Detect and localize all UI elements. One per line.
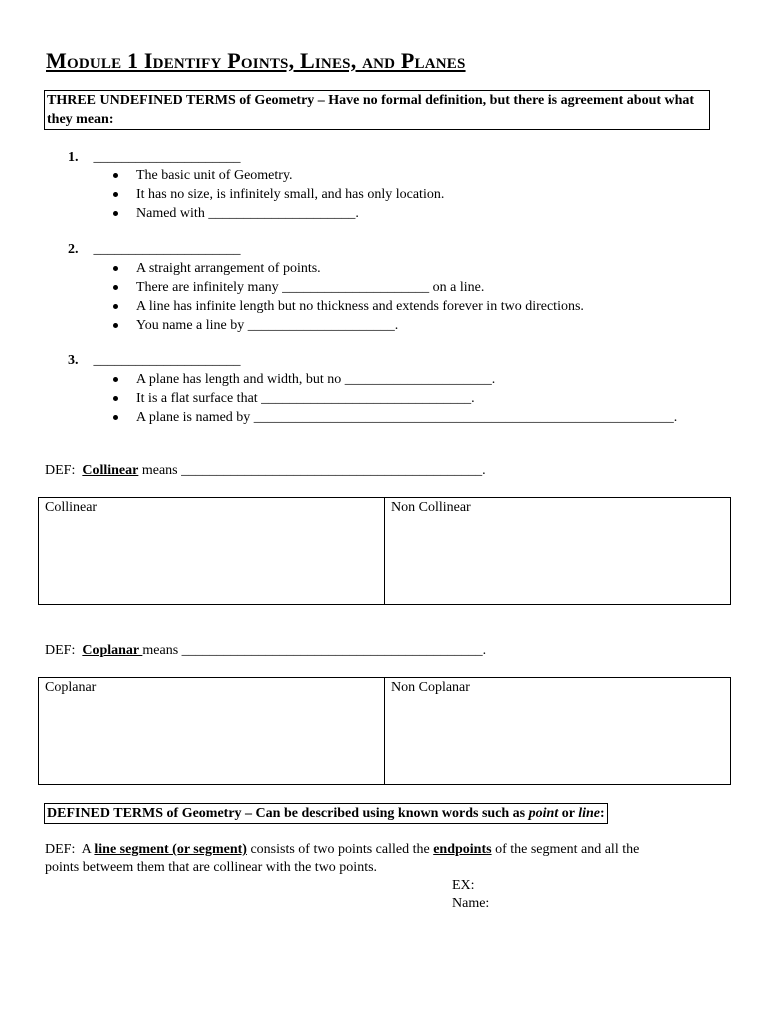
segment-def-line1 [45, 840, 639, 859]
defined-terms-header-text: DEFINED TERMS of Geometry – Can be described using known words such as [47, 806, 529, 821]
item-2-number: 2. [68, 242, 79, 257]
undefined-terms-header-text: THREE UNDEFINED TERMS of Geometry – Have no formal definition, but there is agreement about what they mean: [47, 93, 695, 127]
item-2-blank: _____________________ [93, 242, 241, 257]
defined-terms-or: or [558, 806, 579, 821]
list-item: It has no size, is infinitely small, and has only location. [110, 185, 444, 204]
list-item: A plane is named by ____________________________________________________________. [110, 408, 677, 427]
collinear-cell: Collinear [39, 498, 385, 605]
item-2-heading [68, 240, 241, 259]
non-coplanar-cell: Non Coplanar [385, 678, 731, 785]
segment-def-term: line segment (or segment) [94, 842, 247, 857]
def-coplanar-term: Coplanar [82, 643, 143, 658]
coplanar-table [38, 677, 731, 785]
ex-label: EX: [452, 878, 475, 893]
undefined-terms-header [44, 90, 710, 130]
list-item: A straight arrangement of points. [110, 259, 584, 278]
list-item: A line has infinite length but no thickness and extends forever in two directions. [110, 297, 584, 316]
defined-terms-point: point [528, 806, 559, 821]
defined-terms-colon: : [599, 806, 605, 821]
list-item: A plane has length and width, but no _____________________. [110, 370, 677, 389]
item-2-bullets [110, 259, 584, 335]
def-coplanar-prefix: DEF: [45, 643, 83, 658]
segment-def-prefix: DEF: A [45, 842, 95, 857]
defined-terms-line: line [578, 806, 600, 821]
list-item: You name a line by _____________________. [110, 316, 584, 335]
item-3-bullets [110, 370, 677, 427]
item-1-number: 1. [68, 150, 79, 165]
list-item: There are infinitely many _____________________ on a line. [110, 278, 584, 297]
segment-def-line2: points betweem them that are collinear with the two points. [45, 860, 378, 875]
name-label: Name: [452, 896, 490, 911]
def-collinear-term: Collinear [82, 463, 139, 478]
item-1-heading [68, 148, 241, 167]
item-1-bullets [110, 166, 444, 223]
def-coplanar [45, 641, 486, 660]
non-collinear-cell: Non Collinear [385, 498, 731, 605]
def-collinear [45, 461, 486, 480]
list-item: It is a flat surface that ______________________________. [110, 389, 677, 408]
defined-terms-header [44, 803, 608, 824]
segment-def-endpoints: endpoints [433, 842, 492, 857]
list-item: The basic unit of Geometry. [110, 166, 444, 185]
item-1-blank: _____________________ [93, 150, 241, 165]
coplanar-cell: Coplanar [39, 678, 385, 785]
segment-def-end: of the segment and all the [491, 842, 640, 857]
item-3-blank: _____________________ [93, 353, 241, 368]
segment-def-mid: consists of two points called the [246, 842, 434, 857]
def-collinear-suffix: means ___________________________________________. [138, 463, 486, 478]
collinear-table [38, 497, 731, 605]
def-collinear-prefix: DEF: [45, 463, 83, 478]
page-title: Module 1 Identify Points, Lines, and Planes [46, 48, 466, 73]
item-3-heading [68, 351, 241, 370]
item-3-number: 3. [68, 353, 79, 368]
def-coplanar-suffix: means ___________________________________________. [142, 643, 487, 658]
list-item: Named with _____________________. [110, 204, 444, 223]
